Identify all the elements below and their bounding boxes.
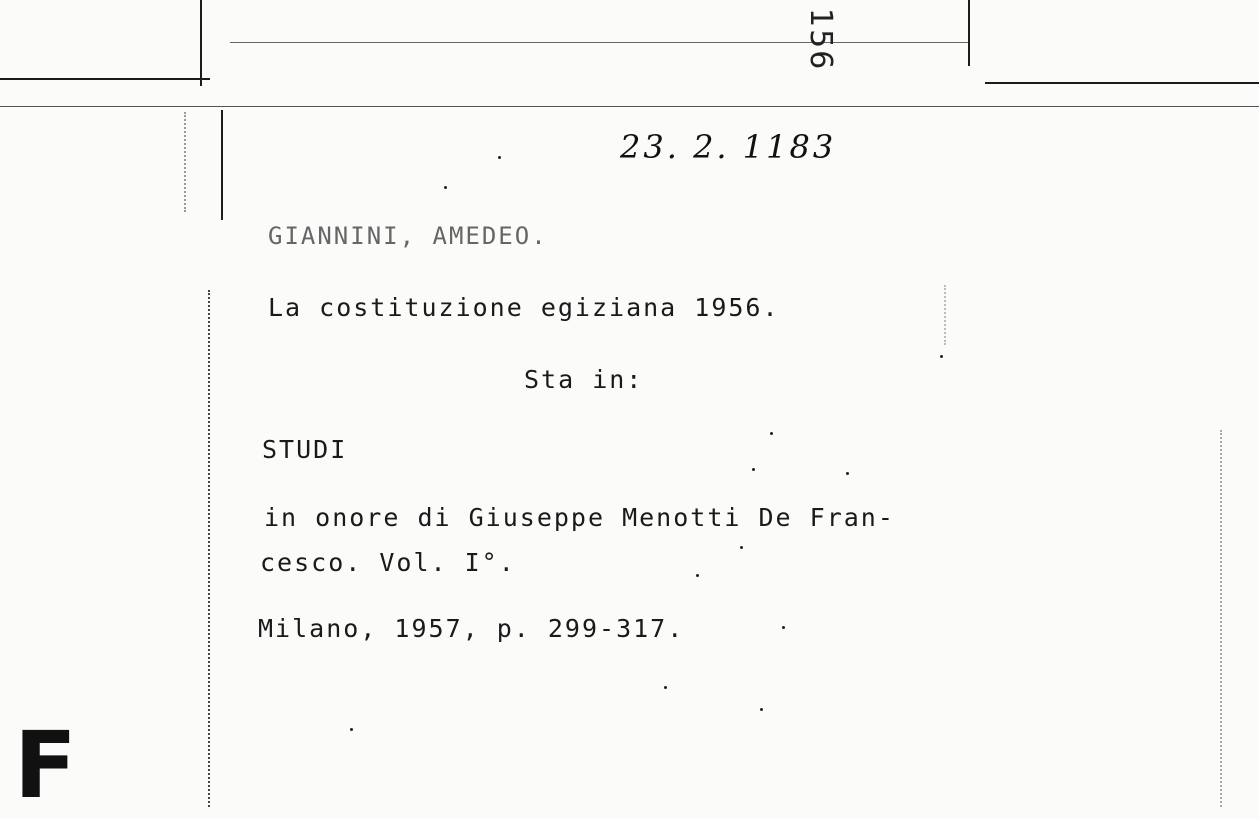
author-heading: GIANNINI, AMEDEO. xyxy=(268,222,548,250)
corner-letter-mark: F xyxy=(14,712,77,819)
upper-rule xyxy=(230,42,970,43)
right-dotted-border xyxy=(1220,430,1222,807)
ink-speck xyxy=(498,156,501,159)
in-label: Sta in: xyxy=(524,365,644,394)
right-border-top xyxy=(968,0,970,66)
subtitle-line-2: cesco. Vol. I°. xyxy=(260,548,516,577)
ink-speck xyxy=(770,432,773,435)
mid-rule xyxy=(0,106,1259,107)
ink-speck xyxy=(444,186,447,189)
ink-speck xyxy=(696,574,699,577)
right-faint-border xyxy=(944,285,946,345)
rotated-card-number: 156 xyxy=(803,8,838,72)
left-dotted-border xyxy=(208,290,210,807)
ink-speck xyxy=(846,472,849,475)
top-rule-right xyxy=(985,82,1259,84)
handwritten-accession-code: 23. 2. 1183 xyxy=(620,128,837,166)
ink-speck xyxy=(664,686,667,689)
subtitle-line-1: in onore di Giuseppe Menotti De Fran- xyxy=(264,503,895,532)
ink-speck xyxy=(782,626,785,629)
work-title: La costituzione egiziana 1956. xyxy=(268,293,780,322)
ink-speck xyxy=(752,468,755,471)
ink-speck xyxy=(760,708,763,711)
left-border-mid xyxy=(221,110,223,220)
top-rule-left xyxy=(0,78,210,80)
left-dotted-border-upper xyxy=(184,112,186,212)
ink-speck xyxy=(940,355,943,358)
left-border-top xyxy=(200,0,202,86)
ink-speck xyxy=(740,546,743,549)
series-title: STUDI xyxy=(262,435,348,464)
ink-speck xyxy=(350,728,353,731)
imprint-line: Milano, 1957, p. 299-317. xyxy=(258,614,685,643)
